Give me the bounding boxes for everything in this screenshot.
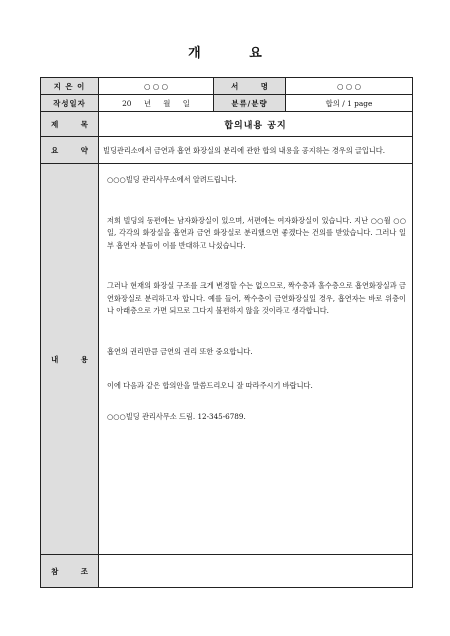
content-signature: ○○○빌딩 관리사무소 드림. 12-345-6789. — [107, 411, 246, 421]
content-paragraph: 흡연의 권리만큼 금연의 권리 또한 중요합니다. — [107, 346, 253, 356]
summary-value[interactable]: 빌딩관리소에서 금연과 흡연 화장실의 분리에 관한 합의 내용을 공지하는 경우의 글입니다. — [99, 137, 413, 164]
content-label: 내 용 — [41, 164, 99, 555]
author-label: 지 은 이 — [41, 78, 99, 95]
content-paragraph: 이에 다음과 같은 합의안을 말씀드리오니 잘 따라주시기 바랍니다. — [107, 381, 313, 390]
reference-label: 참 조 — [41, 555, 99, 588]
author-row — [41, 78, 413, 95]
content-paragraph: 저희 빌딩의 동편에는 남자화장실이 있으며, 서편에는 여자화장실이 있습니다. 지난 ○○월 ○○일, 각각의 화장실을 흡연과 금연 화장실로 분리했으면 좋겠다는 건의를 받았습니다. 그러나 일부 흡연자 분들이 이를 반대하고 나섰습니다. — [107, 215, 406, 250]
category-label: 분류/분량 — [214, 95, 286, 112]
category-value[interactable]: 합의 / 1 page — [286, 95, 413, 112]
content-row — [41, 164, 413, 555]
summary-label: 요 약 — [41, 137, 99, 164]
document-summary-form — [40, 77, 413, 588]
reference-value[interactable] — [99, 555, 413, 588]
page-title: 개 요 — [188, 46, 284, 61]
date-label: 작성일자 — [41, 95, 99, 112]
content-paragraph: ○○○빌딩 관리사무소에서 알려드립니다. — [107, 175, 237, 184]
summary-row — [41, 137, 413, 164]
date-row — [41, 95, 413, 112]
subject-value[interactable]: 합의내용 공지 — [99, 112, 413, 137]
signature-value[interactable]: ○ ○ ○ — [286, 78, 413, 95]
subject-label: 제 목 — [41, 112, 99, 137]
content-paragraph: 그러나 현재의 화장실 구조를 크게 변경할 수는 없으므로, 짝수층과 홀수층으로 흡연화장실과 금연화장실로 분리하고자 합니다. 예를 들어, 짝수층이 금연화장실일 경우, 흡연자는 바로 위층이나 아래층으로 가면 되므로 그다지 불편하지 않을 것이라고 생각합니다. — [107, 281, 406, 315]
author-value[interactable]: ○ ○ ○ — [99, 78, 214, 95]
reference-row — [41, 555, 413, 588]
signature-label: 서 명 — [214, 78, 286, 95]
content-body[interactable] — [99, 164, 413, 555]
subject-row — [41, 112, 413, 137]
date-value[interactable]: 20 년 월 일 — [99, 95, 214, 112]
